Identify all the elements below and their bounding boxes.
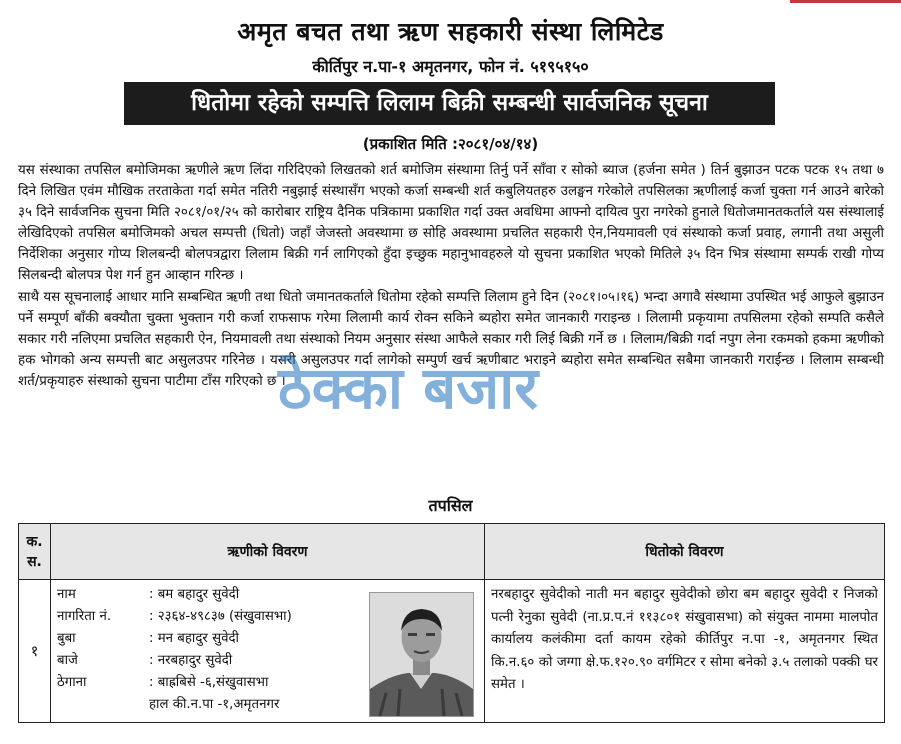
published-date: (प्रकाशित मिति :२०८१/०४/१४) xyxy=(362,135,539,153)
serial-number: १ xyxy=(19,580,51,723)
serial-header: क. स. xyxy=(19,524,51,580)
schedule-title: तपसिल xyxy=(428,496,473,515)
organization-name: अमृत बचत तथा ऋण सहकारी संस्था लिमिटेड xyxy=(237,17,664,46)
notice-title-banner: धितोमा रहेको सम्पत्ति लिलाम बिक्री सम्बन्धी सार्वजनिक सूचना xyxy=(124,82,775,125)
organization-address: कीर्तिपुर न.पा-१ अमृतनगर, फोन नं. ५१९५१५० xyxy=(312,57,589,76)
portrait-image xyxy=(370,593,473,716)
field-grandfather xyxy=(57,650,232,672)
field-address xyxy=(57,672,268,694)
debtor-details-cell xyxy=(51,580,485,723)
collateral-details-header: धितोको विवरण xyxy=(485,524,885,580)
field-value: : बाह्रबिसे -६,संखुवासभा xyxy=(149,675,269,690)
field-value: : मन बहादुर सुवेदी xyxy=(149,631,239,646)
field-citizenship xyxy=(57,606,292,628)
notice-paragraph-1: यस संस्थाका तपसिल बमोजिमका ऋणीले ऋण लिंदा गरिदिएको लिखतको शर्त बमोजिम संस्थामा तिर्नु पर्ने साँवा र सोको ब्याज (हर्जना समेत ) तिर्न बुझाउन पटक पटक १५ तथा ७ दिने लिखित एवंम मौखिक तरताकेता गर्दा समेत नतिरी नबुझाई संस्थासँग भएको कर्जा सम्बन्धी शर्त कबुलियतहरु उलङ्घन गरेकोले तपसिलका ऋणीलाई कर्जा चुक्ता गर्न आउने बारेको ३५ दिने सार्वजनिक सुचना मिति २०८१/०१/२५ को कारोबार राष्ट्रिय दैनिक पत्रिकामा प्रकाशित गर्दा उक्त अवधिमा आफ्नो दायित्व पुरा नगरेको हुनाले धितोजमानतकर्ताले यस संस्थालाई लेखिदिएको तपसिल बमोजिमको अचल सम्पत्ती (धितो) जहाँ जेजस्तो अवस्थामा छ सोहि अवस्थामा प्रचलित सहकारी ऐन,नियमावली एवं संस्थाको कर्जा प्रवाह, लगानी तथा असुली निर्देशिका अनुसार गोप्य शिलबन्दी बोलपत्रद्वारा लिलाम बिक्री गर्न लागिएको हुँदा इच्छुक महानुभावहरुले यो सुचना प्रकाशित भएको मितिले ३५ दिन भित्र संस्थामा सम्पर्क राखी गोप्य सिलबन्दी बोलपत्र पेश गर्न हुन आव्हान गरिन्छ । xyxy=(18,163,884,284)
table-row xyxy=(19,580,885,723)
notice-body xyxy=(18,160,884,392)
notice-paragraph-2: साथै यस सूचनालाई आधार मानि सम्बन्धित ऋणी तथा धितो जमानतकर्ताले धितोमा रहेको सम्पत्ति लिलाम हुने दिन (२०८१।०५।१६) भन्दा अगावै संस्थामा उपस्थित भई आफुले बुझाउन पर्ने सम्पूर्ण बाँकी बक्यौता चुक्ता भुक्तान गरी कर्जा राफसाफ गरेमा लिलामी कार्य रोक्न सकिने ब्यहोरा समेत जानकारी गराइन्छ । लिलामी प्रकृयामा तपसिलमा रहेको सम्पति कसैले सकार गरी नलिएमा प्रचलित सहकारी ऐन, नियमावली तथा संस्थाको नियम अनुसार संस्था आफैले सकार गरी लिई बिक्री गर्ने छ । लिलाम/बिक्री गर्दा नपुग लेना रकमको हकमा ऋणीको हक भोगको अन्य सम्पत्ती बाट असुलउपर गरिनेछ । यसरी असुलउपर गर्दा लागेको सम्पुर्ण खर्च ऋणीबाट भराइने ब्यहोरा समेत सम्बन्धित सबैमा जानकारी गराईन्छ । लिलाम सम्बन्धी शर्त/प्रकृयाहरु संस्थाको सुचना पाटीमा टाँस गरिएको छ । xyxy=(18,289,884,389)
field-label: बुबा xyxy=(57,631,76,646)
schedule-table xyxy=(18,523,885,723)
field-label: ठेगाना xyxy=(57,675,87,690)
top-accent-line xyxy=(790,0,901,3)
table-header-row xyxy=(19,524,885,580)
field-label: नागरिता नं. xyxy=(57,609,112,624)
field-label: बाजे xyxy=(57,653,78,668)
field-label: नाम xyxy=(57,587,76,602)
watermark-text: ठेक्का बजार xyxy=(278,354,538,422)
field-name xyxy=(57,584,239,606)
field-value: : २३६४-४९८३७ (संखुवासभा) xyxy=(149,609,292,624)
field-father xyxy=(57,628,239,650)
collateral-description: नरबहादुर सुवेदीको नाती मन बहादुर सुवेदीको छोरा बम बहादुर सुवेदी र निजको पत्नी रेनुका सुवेदी (ना.प्र.प.नं ११३८०१ संखुवासभा) को संयुक्त नाममा मालपोत कार्यालय कलंकीमा दर्ता कायम रहेको कीर्तिपुर न.पा -१, अमृतनगर स्थित कि.न.६० को जग्गा क्षे.फ.१२०.९० वर्गमिटर र सोमा बनेको ३.५ तलाको पक्की घर समेत । xyxy=(491,587,878,693)
collateral-details-cell xyxy=(485,580,885,723)
debtor-photo xyxy=(369,592,474,717)
field-current-address: हाल की.न.पा -१,अमृतनगर xyxy=(149,697,280,712)
field-value: : बम बहादुर सुवेदी xyxy=(149,587,240,602)
debtor-details-header: ऋणीको विवरण xyxy=(51,524,485,580)
field-value: : नरबहादुर सुवेदी xyxy=(149,653,233,668)
